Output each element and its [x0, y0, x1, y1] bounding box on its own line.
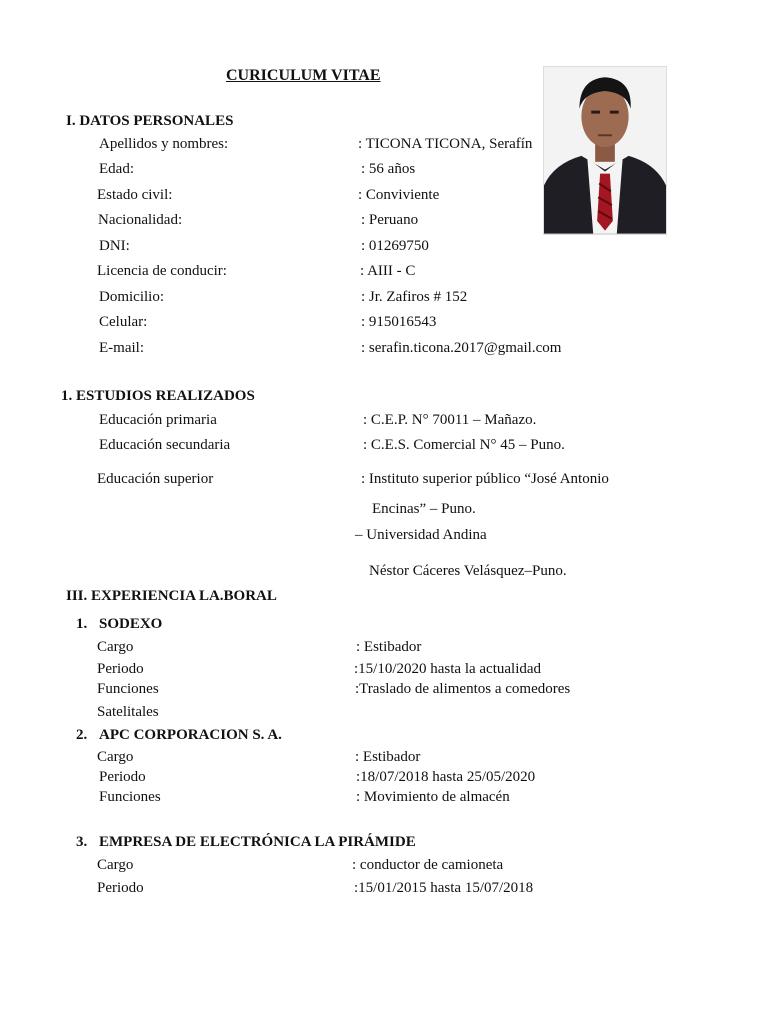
- job-value: Satelitales: [97, 704, 159, 720]
- section-experience-heading: III. EXPERIENCIA LA.BORAL: [66, 588, 277, 604]
- study-value: – Universidad Andina: [355, 527, 487, 543]
- person-portrait-icon: [544, 67, 666, 234]
- job-value: : conductor de camioneta: [352, 857, 504, 873]
- job-label: Periodo: [97, 880, 144, 896]
- job-value: : Estibador: [356, 639, 422, 655]
- job-label: Periodo: [99, 769, 146, 785]
- study-value: Encinas” – Puno.: [372, 501, 476, 517]
- personal-label: Celular:: [99, 314, 148, 330]
- personal-value: : serafin.ticona.2017@gmail.com: [361, 340, 562, 356]
- job-company: SODEXO: [99, 616, 163, 632]
- study-value: : C.E.S. Comercial N° 45 – Puno.: [363, 437, 565, 453]
- job-value: :15/01/2015 hasta 15/07/2018: [354, 880, 534, 896]
- personal-value: : 915016543: [361, 314, 437, 330]
- personal-label: Apellidos y nombres:: [99, 136, 229, 152]
- study-label: Educación secundaria: [99, 437, 231, 453]
- job-company: EMPRESA DE ELECTRÓNICA LA PIRÁMIDE: [99, 834, 416, 850]
- job-label: Funciones: [97, 681, 159, 697]
- job-value: :15/10/2020 hasta la actualidad: [354, 661, 542, 677]
- section-personal-heading: I. DATOS PERSONALES: [66, 113, 234, 129]
- job-label: Cargo: [97, 857, 134, 873]
- personal-label: DNI:: [99, 238, 130, 254]
- job-label: Cargo: [97, 639, 134, 655]
- personal-value: : AIII - C: [360, 263, 416, 279]
- job-number: 1.: [76, 616, 88, 632]
- personal-value: : TICONA TICONA, Serafín: [358, 136, 533, 152]
- document-title: CURICULUM VITAE: [226, 67, 381, 84]
- study-value: Néstor Cáceres Velásquez–Puno.: [369, 563, 567, 579]
- study-value: : Instituto superior público “José Antonio: [361, 471, 609, 487]
- personal-value: : 56 años: [361, 161, 416, 177]
- job-number: 3.: [76, 834, 88, 850]
- job-label: Funciones: [99, 789, 161, 805]
- personal-label: Domicilio:: [99, 289, 164, 305]
- job-number: 2.: [76, 727, 88, 743]
- job-value: : Estibador: [355, 749, 421, 765]
- personal-value: : 01269750: [361, 238, 429, 254]
- profile-photo: [543, 66, 667, 235]
- job-value: : Movimiento de almacén: [356, 789, 510, 805]
- personal-value: : Jr. Zafiros # 152: [361, 289, 468, 305]
- personal-label: Estado civil:: [97, 187, 173, 203]
- personal-value: : Peruano: [361, 212, 419, 228]
- job-label: Periodo: [97, 661, 144, 677]
- personal-label: Edad:: [99, 161, 134, 177]
- personal-value: : Conviviente: [358, 187, 440, 203]
- study-label: Educación primaria: [99, 412, 217, 428]
- job-label: Cargo: [97, 749, 134, 765]
- personal-label: E-mail:: [99, 340, 144, 356]
- personal-label: Nacionalidad:: [98, 212, 183, 228]
- study-label: Educación superior: [97, 471, 214, 487]
- section-studies-heading: 1. ESTUDIOS REALIZADOS: [61, 388, 255, 404]
- job-value: :18/07/2018 hasta 25/05/2020: [356, 769, 536, 785]
- job-company: APC CORPORACION S. A.: [99, 727, 282, 743]
- job-value: :Traslado de alimentos a comedores: [355, 681, 571, 697]
- personal-label: Licencia de conducir:: [97, 263, 227, 279]
- study-value: : C.E.P. N° 70011 – Mañazo.: [363, 412, 537, 428]
